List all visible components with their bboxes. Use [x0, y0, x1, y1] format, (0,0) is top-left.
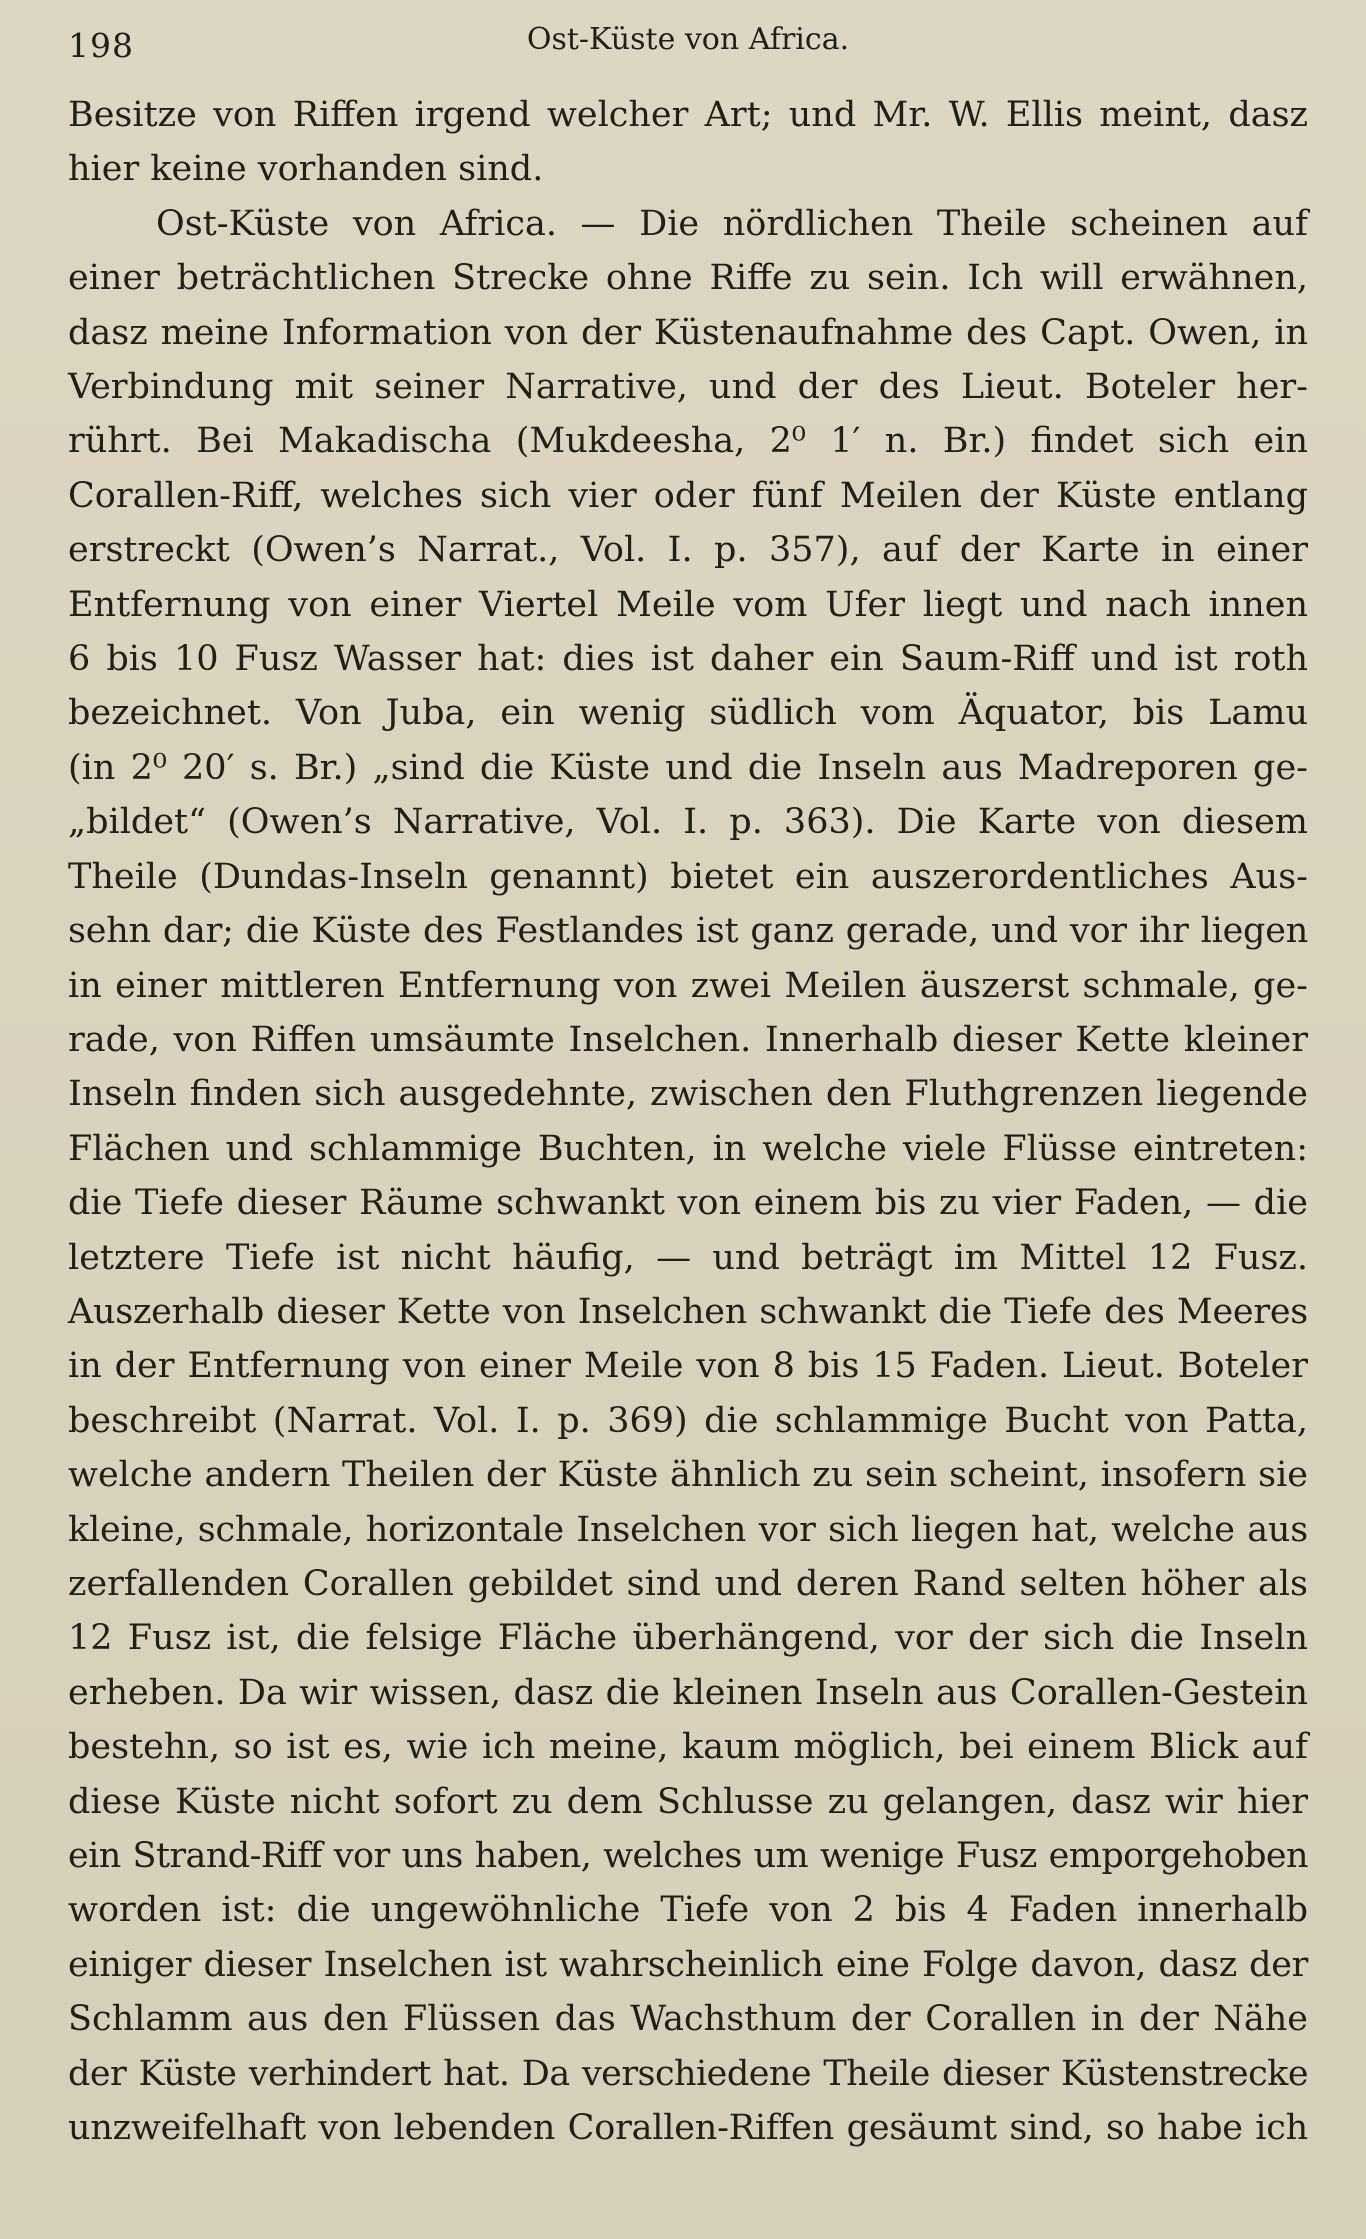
- running-head: [68, 0, 1308, 88]
- text-line: erheben. Da wir wissen, dasz die kleinen Inseln aus Corallen-Gestein: [68, 1672, 1308, 1713]
- text-line: bestehn, so ist es, wie ich meine, kaum möglich, bei einem Blick auf: [68, 1727, 1308, 1768]
- body-text: [68, 88, 1308, 2155]
- text-line: Theile (Dundas-Inseln genannt) bietet ein auszerordentliches Aus-: [68, 856, 1308, 897]
- text-line: dasz meine Information von der Küstenaufnahme des Capt. Owen, in: [68, 312, 1308, 353]
- running-title: Ost-Küste von Africa.: [526, 22, 850, 57]
- text-line: Inseln finden sich ausgedehnte, zwischen den Fluthgrenzen liegende: [68, 1074, 1308, 1115]
- text-line: letztere Tiefe ist nicht häufig, — und beträgt im Mittel 12 Fusz.: [68, 1237, 1308, 1278]
- text-line: Entfernung von einer Viertel Meile vom Ufer liegt und nach innen: [68, 584, 1308, 625]
- text-line: erstreckt (Owen’s Narrat., Vol. I. p. 357), auf der Karte in einer: [68, 530, 1308, 571]
- text-line: Auszerhalb dieser Kette von Inselchen schwankt die Tiefe des Meeres: [68, 1291, 1308, 1332]
- text-line: rade, von Riffen umsäumte Inselchen. Innerhalb dieser Kette kleiner: [68, 1019, 1308, 1060]
- text-line: welche andern Theilen der Küste ähnlich zu sein scheint, insofern sie: [68, 1455, 1308, 1496]
- text-line: in einer mittleren Entfernung von zwei Meilen äuszerst schmale, ge-: [68, 965, 1308, 1006]
- text-line: Verbindung mit seiner Narrative, und der des Lieut. Boteler her-: [68, 367, 1308, 408]
- text-line: unzweifelhaft von lebenden Corallen-Riffen gesäumt sind, so habe ich: [68, 2108, 1308, 2149]
- text-line: Schlamm aus den Flüssen das Wachsthum der Corallen in der Nähe: [68, 1999, 1308, 2040]
- text-line: Corallen-Riff, welches sich vier oder fünf Meilen der Küste entlang: [68, 475, 1308, 516]
- text-line: rührt. Bei Makadischa (Mukdeesha, 2⁰ 1′ n. Br.) findet sich ein: [68, 421, 1308, 462]
- page-number: 198: [68, 26, 134, 65]
- text-line: 12 Fusz ist, die felsige Fläche überhängend, vor der sich die Inseln: [68, 1618, 1308, 1659]
- text-line: einer beträchtlichen Strecke ohne Riffe zu sein. Ich will erwähnen,: [68, 258, 1308, 299]
- text-line: Ost-Küste von Africa. — Die nördlichen Theile scheinen auf: [156, 203, 1308, 244]
- text-line: bezeichnet. Von Juba, ein wenig südlich vom Äquator, bis Lamu: [68, 693, 1308, 734]
- text-line: einiger dieser Inselchen ist wahrscheinlich eine Folge davon, dasz der: [68, 1944, 1308, 1985]
- text-line: (in 2⁰ 20′ s. Br.) „sind die Küste und die Inseln aus Madreporen ge-: [68, 747, 1308, 788]
- text-line: 6 bis 10 Fusz Wasser hat: dies ist daher ein Saum-Riff und ist roth: [68, 639, 1308, 680]
- text-line: die Tiefe dieser Räume schwankt von einem bis zu vier Faden, — die: [68, 1183, 1308, 1224]
- text-line: hier keine vorhanden sind.: [68, 149, 544, 190]
- text-line: beschreibt (Narrat. Vol. I. p. 369) die schlammige Bucht von Patta,: [68, 1400, 1308, 1441]
- text-line: sehn dar; die Küste des Festlandes ist ganz gerade, und vor ihr liegen: [68, 911, 1308, 952]
- text-line: zerfallenden Corallen gebildet sind und deren Rand selten höher als: [68, 1563, 1308, 1604]
- text-line: der Küste verhindert hat. Da verschiedene Theile dieser Küstenstrecke: [68, 2053, 1308, 2094]
- text-line: kleine, schmale, horizontale Inselchen vor sich liegen hat, welche aus: [68, 1509, 1308, 1550]
- text-line: ein Strand-Riff vor uns haben, welches um wenige Fusz emporgehoben: [68, 1836, 1308, 1876]
- text-line: „bildet“ (Owen’s Narrative, Vol. I. p. 363). Die Karte von diesem: [68, 802, 1308, 843]
- text-line: Flächen und schlammige Buchten, in welche viele Flüsse eintreten:: [68, 1128, 1308, 1169]
- text-line: worden ist: die ungewöhnliche Tiefe von 2 bis 4 Faden innerhalb: [68, 1890, 1308, 1931]
- text-line: in der Entfernung von einer Meile von 8 bis 15 Faden. Lieut. Boteler: [68, 1346, 1308, 1387]
- text-line: diese Küste nicht sofort zu dem Schlusse zu gelangen, dasz wir hier: [68, 1781, 1308, 1822]
- text-line: Besitze von Riffen irgend welcher Art; und Mr. W. Ellis meint, dasz: [68, 95, 1308, 135]
